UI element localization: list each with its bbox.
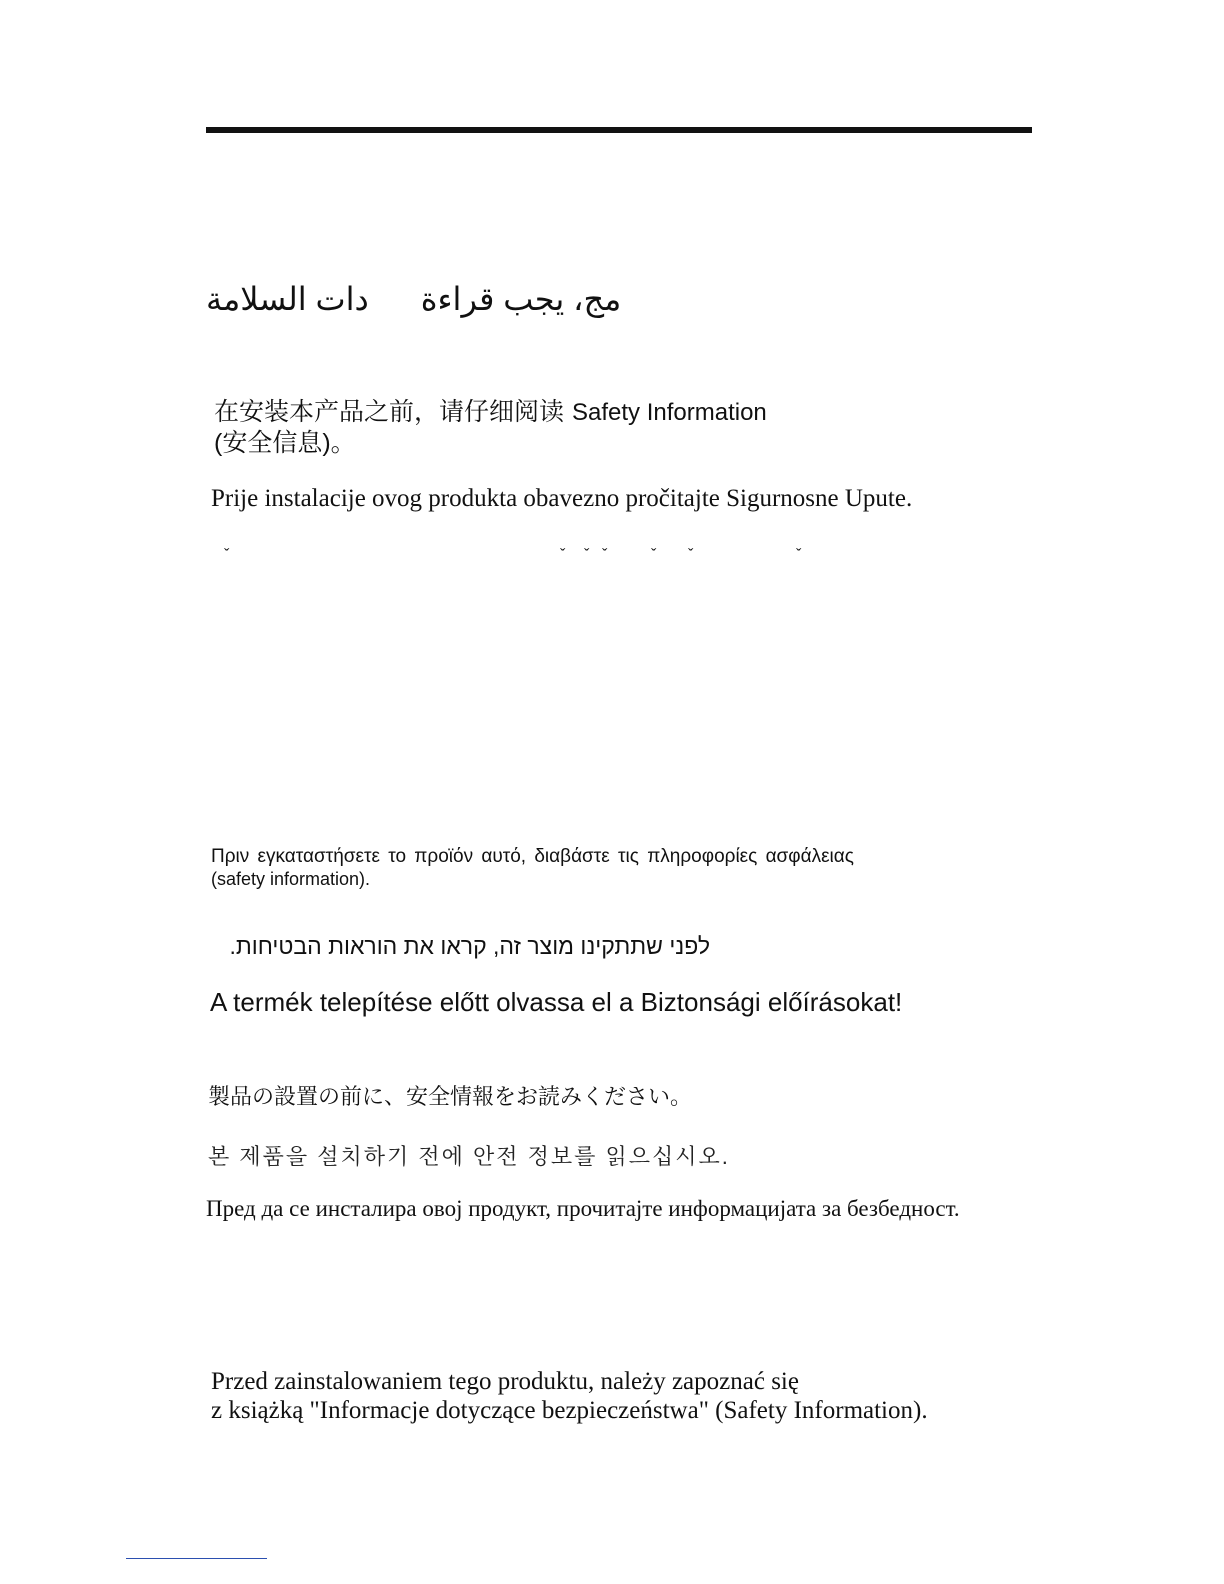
top-rule (206, 127, 1032, 133)
greek-safety-line-2: (safety information). (211, 869, 371, 889)
polish-safety-line-1: Przed zainstalowaniem tego produktu, należy zapoznać się (211, 1368, 799, 1395)
korean-safety-text: 본 제품을 설치하기 전에 안전 정보를 읽으십시오. (208, 1144, 730, 1169)
caron-mark: ˇ (688, 546, 694, 563)
chinese-text: 在安装本产品之前，请仔细阅读 (214, 398, 565, 426)
caron-mark: ˇ (796, 546, 802, 563)
hungarian-safety-text: A termék telepítése előtt olvassa el a Biztonsági előírásokat! (210, 987, 903, 1017)
czech-accent-marks (224, 546, 824, 566)
japanese-safety-text: 製品の設置の前に、安全情報をお読みください。 (208, 1084, 693, 1109)
footer-link-underline (126, 1558, 267, 1559)
chinese-safety-line-2: (安全信息)。 (214, 429, 356, 457)
arabic-text-part-1: مج، يجب قراءة (420, 281, 622, 317)
macedonian-safety-text: Пред да се инсталира овој продукт, прочитајте информацијата за безбедност. (206, 1196, 960, 1221)
arabic-text-part-2: دات السلامة (206, 281, 369, 317)
caron-mark: ˇ (651, 546, 657, 563)
caron-mark: ˇ (602, 546, 608, 563)
croatian-safety-text: Prije instalacije ovog produkta obavezno pročitajte Sigurnosne Upute. (211, 485, 913, 512)
chinese-english-term: Safety Information (572, 399, 767, 426)
greek-safety-line-1: Πριν εγκαταστήσετε το προϊόν αυτό, διαβάστε τις πληροφορίες ασφάλειας (211, 846, 854, 867)
hebrew-safety-text: לפני שתתקינו מוצר זה, קראו את הוראות הבטיחות. (229, 933, 710, 959)
caron-mark: ˇ (224, 546, 230, 563)
caron-mark: ˇ (584, 546, 590, 563)
caron-mark: ˇ (560, 546, 566, 563)
arabic-safety-text (206, 280, 621, 318)
polish-safety-line-2: z książką "Informacje dotyczące bezpieczeństwa" (Safety Information). (211, 1397, 928, 1424)
